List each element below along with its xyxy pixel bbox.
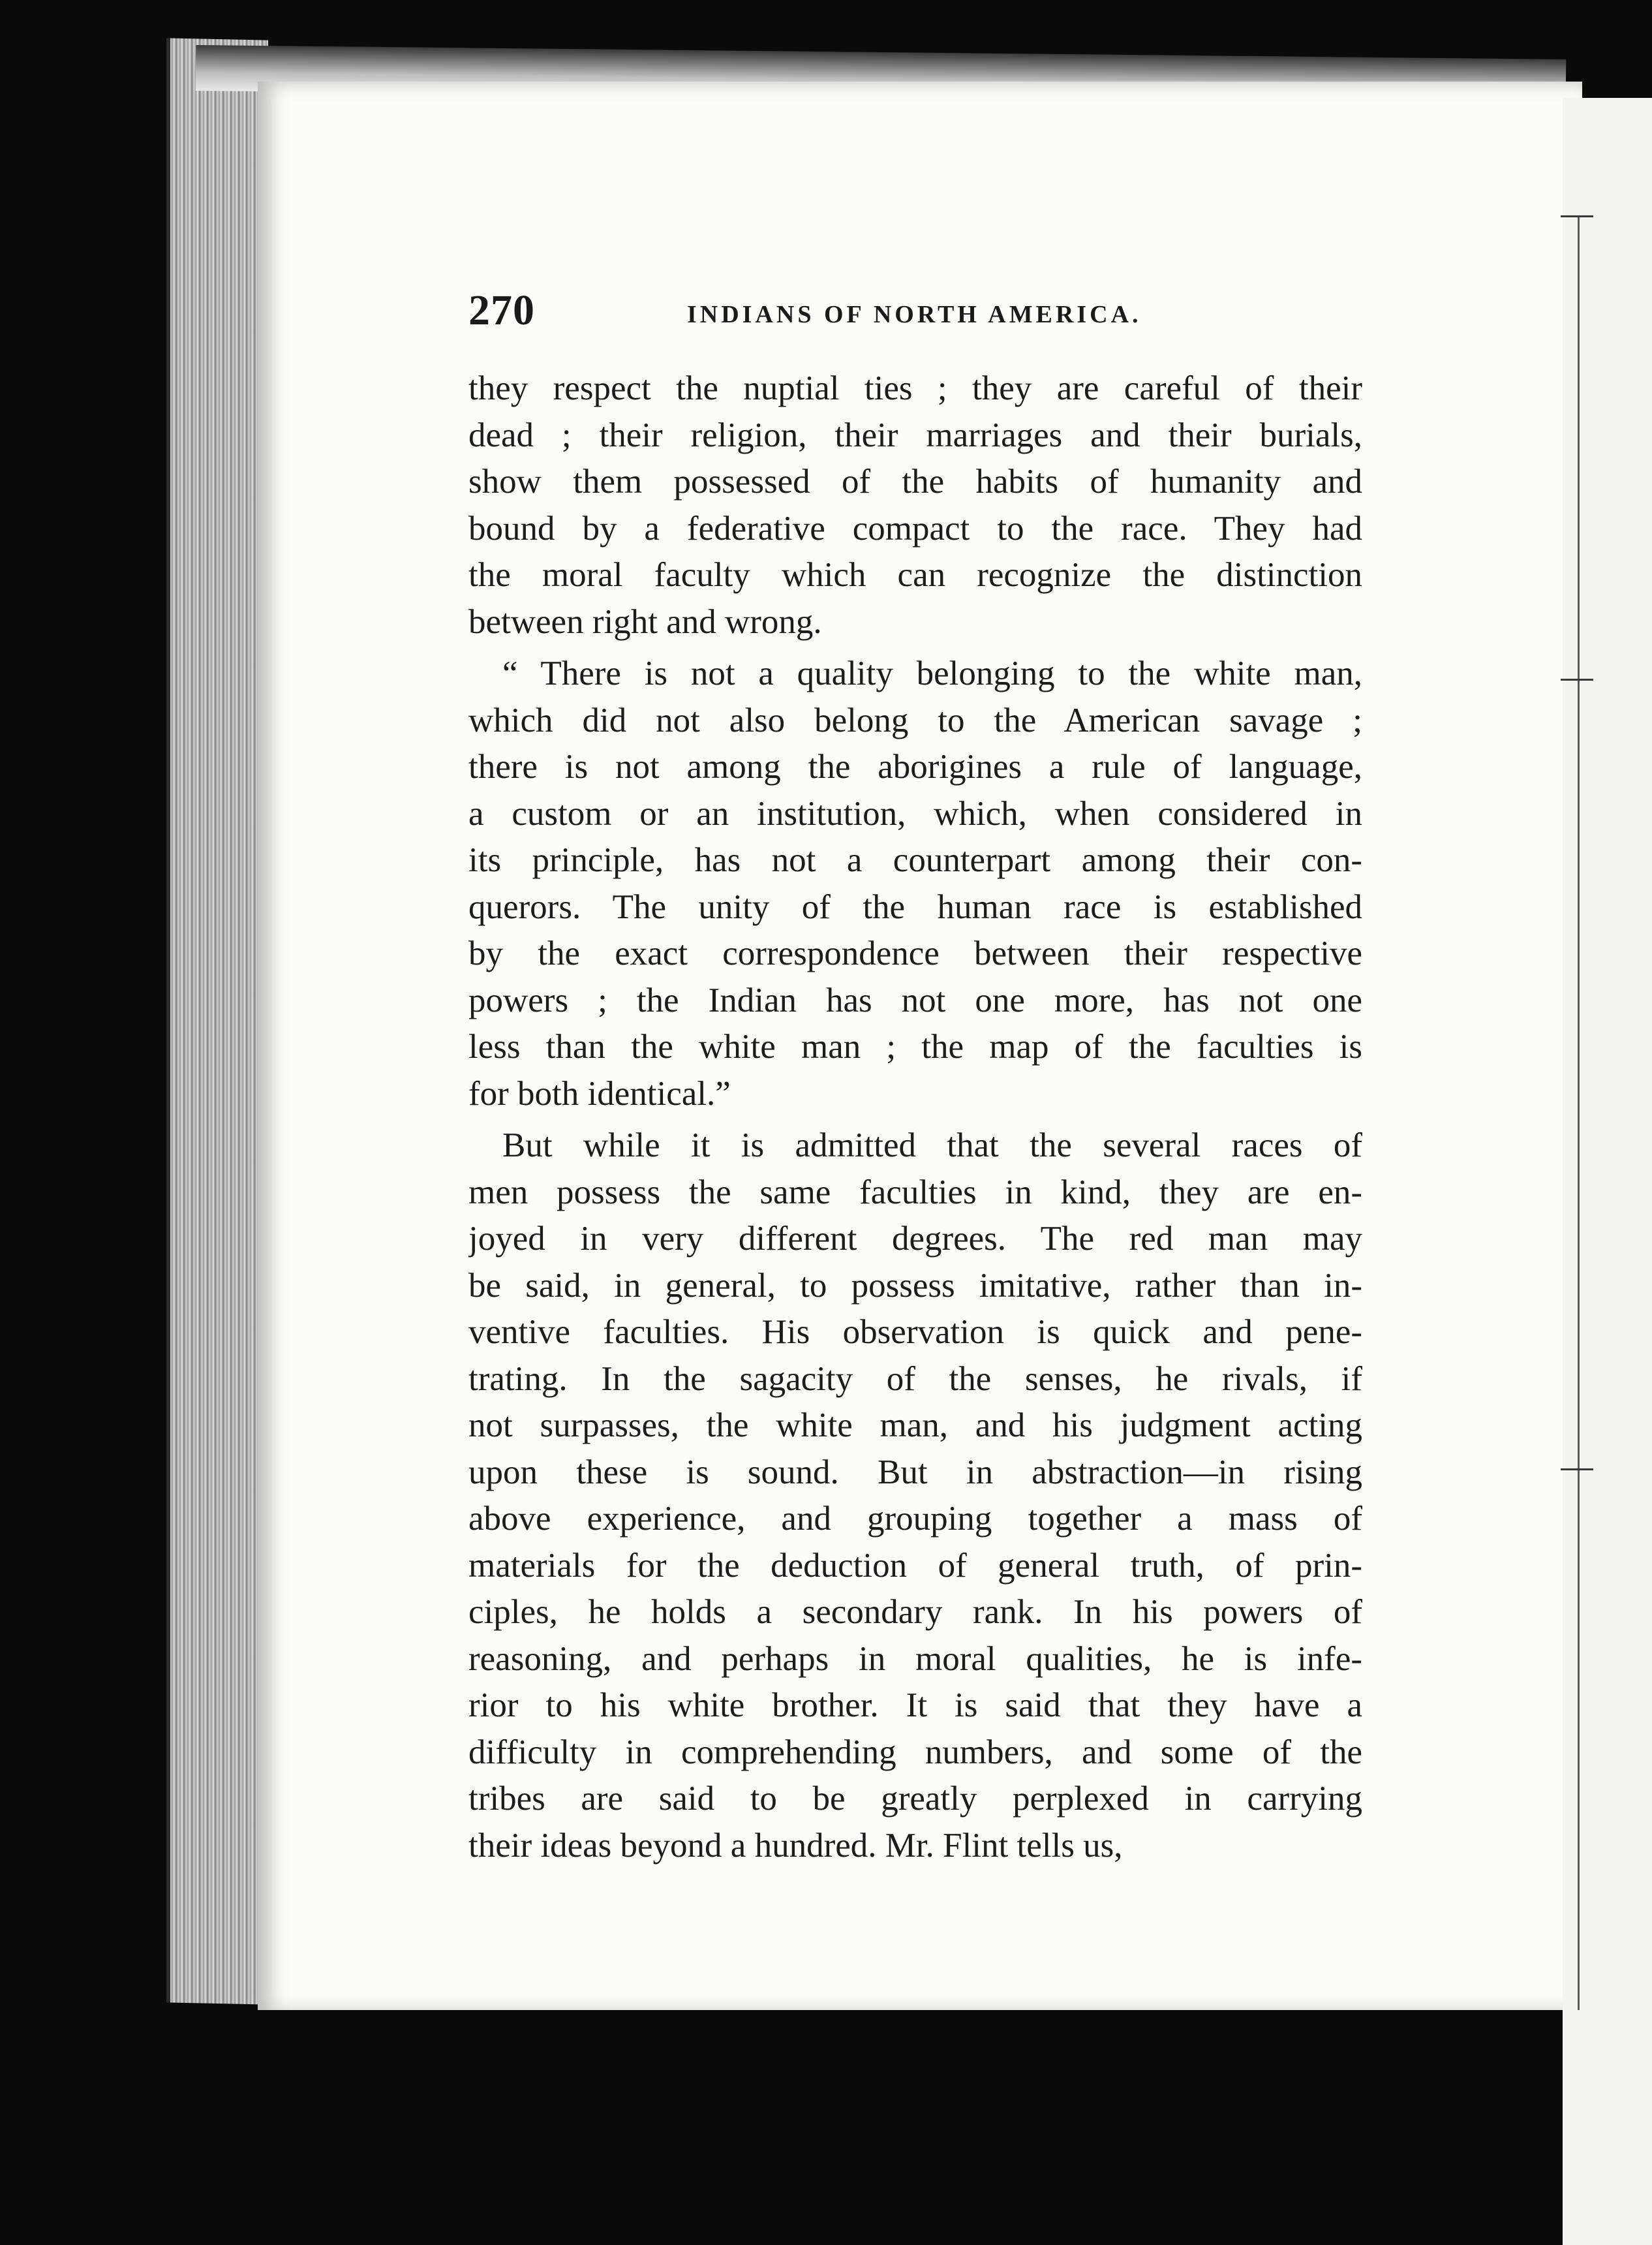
text-line: joyed in very different degrees. The red man may — [468, 1220, 1362, 1258]
body-text — [468, 365, 1362, 1869]
text-line: rior to his white brother. It is said that they have a — [468, 1686, 1362, 1724]
text-line: its principle, has not a counterpart among their con- — [468, 841, 1362, 879]
paragraph-gap — [468, 645, 1362, 651]
text-line: querors. The unity of the human race is established — [468, 888, 1362, 926]
text-line: men possess the same faculties in kind, they are en- — [468, 1173, 1362, 1211]
text-line: reasoning, and perhaps in moral qualities, he is infe- — [468, 1639, 1362, 1678]
facing-page-edge — [1563, 98, 1652, 2245]
page-number: 270 — [468, 286, 535, 334]
text-line: difficulty in comprehending numbers, and some of the — [468, 1733, 1362, 1771]
margin-tick — [1561, 679, 1593, 681]
text-line: upon these is sound. But in abstraction—in rising — [468, 1453, 1362, 1491]
text-line: there is not among the aborigines a rule of language, — [468, 748, 1362, 786]
text-line: powers ; the Indian has not one more, has not one — [468, 981, 1362, 1019]
text-line: “ There is not a quality belonging to the white man, — [502, 655, 1362, 692]
text-line: for both identical.” — [468, 1074, 731, 1113]
text-line: trating. In the sagacity of the senses, he rivals, if — [468, 1359, 1362, 1398]
facing-page-bottom — [1563, 2010, 1652, 2245]
running-title: INDIANS OF NORTH AMERICA. — [687, 301, 1142, 328]
facing-page-rule — [1578, 215, 1580, 2225]
text-line: be said, in general, to possess imitative, rather than in- — [468, 1266, 1362, 1305]
text-line: bound by a federative compact to the race. They had — [468, 509, 1362, 548]
scan-bottom-background — [0, 2010, 1652, 2245]
text-line: show them possessed of the habits of humanity and — [468, 463, 1362, 501]
text-line: they respect the nuptial ties ; they are careful of their — [468, 369, 1362, 407]
text-line: between right and wrong. — [468, 602, 822, 641]
text-line: ciples, he holds a secondary rank. In his powers of — [468, 1593, 1362, 1631]
text-line: dead ; their religion, their marriages and their burials, — [468, 416, 1362, 454]
text-line: a custom or an institution, which, when considered in — [468, 794, 1362, 833]
text-line: tribes are said to be greatly perplexed in carrying — [468, 1780, 1362, 1818]
text-line: by the exact correspondence between their respective — [468, 935, 1362, 972]
text-line: But while it is admitted that the several races of — [502, 1126, 1362, 1164]
text-line: which did not also belong to the American savage ; — [468, 701, 1362, 739]
text-line: above experience, and grouping together a mass of — [468, 1500, 1362, 1538]
margin-tick — [1561, 1468, 1593, 1470]
text-line: their ideas beyond a hundred. Mr. Flint tells us, — [468, 1826, 1123, 1865]
text-line: the moral faculty which can recognize the distinction — [468, 556, 1362, 594]
text-line: ventive faculties. His observation is quick and pene- — [468, 1313, 1362, 1351]
running-head — [468, 286, 1362, 345]
margin-tick — [1561, 215, 1593, 217]
book-page-edges — [166, 38, 268, 2004]
text-line: materials for the deduction of general truth, of prin- — [468, 1546, 1362, 1585]
text-line: less than the white man ; the map of the faculties is — [468, 1028, 1362, 1066]
paragraph-gap — [468, 1117, 1362, 1122]
text-line: not surpasses, the white man, and his judgment acting — [468, 1406, 1362, 1444]
